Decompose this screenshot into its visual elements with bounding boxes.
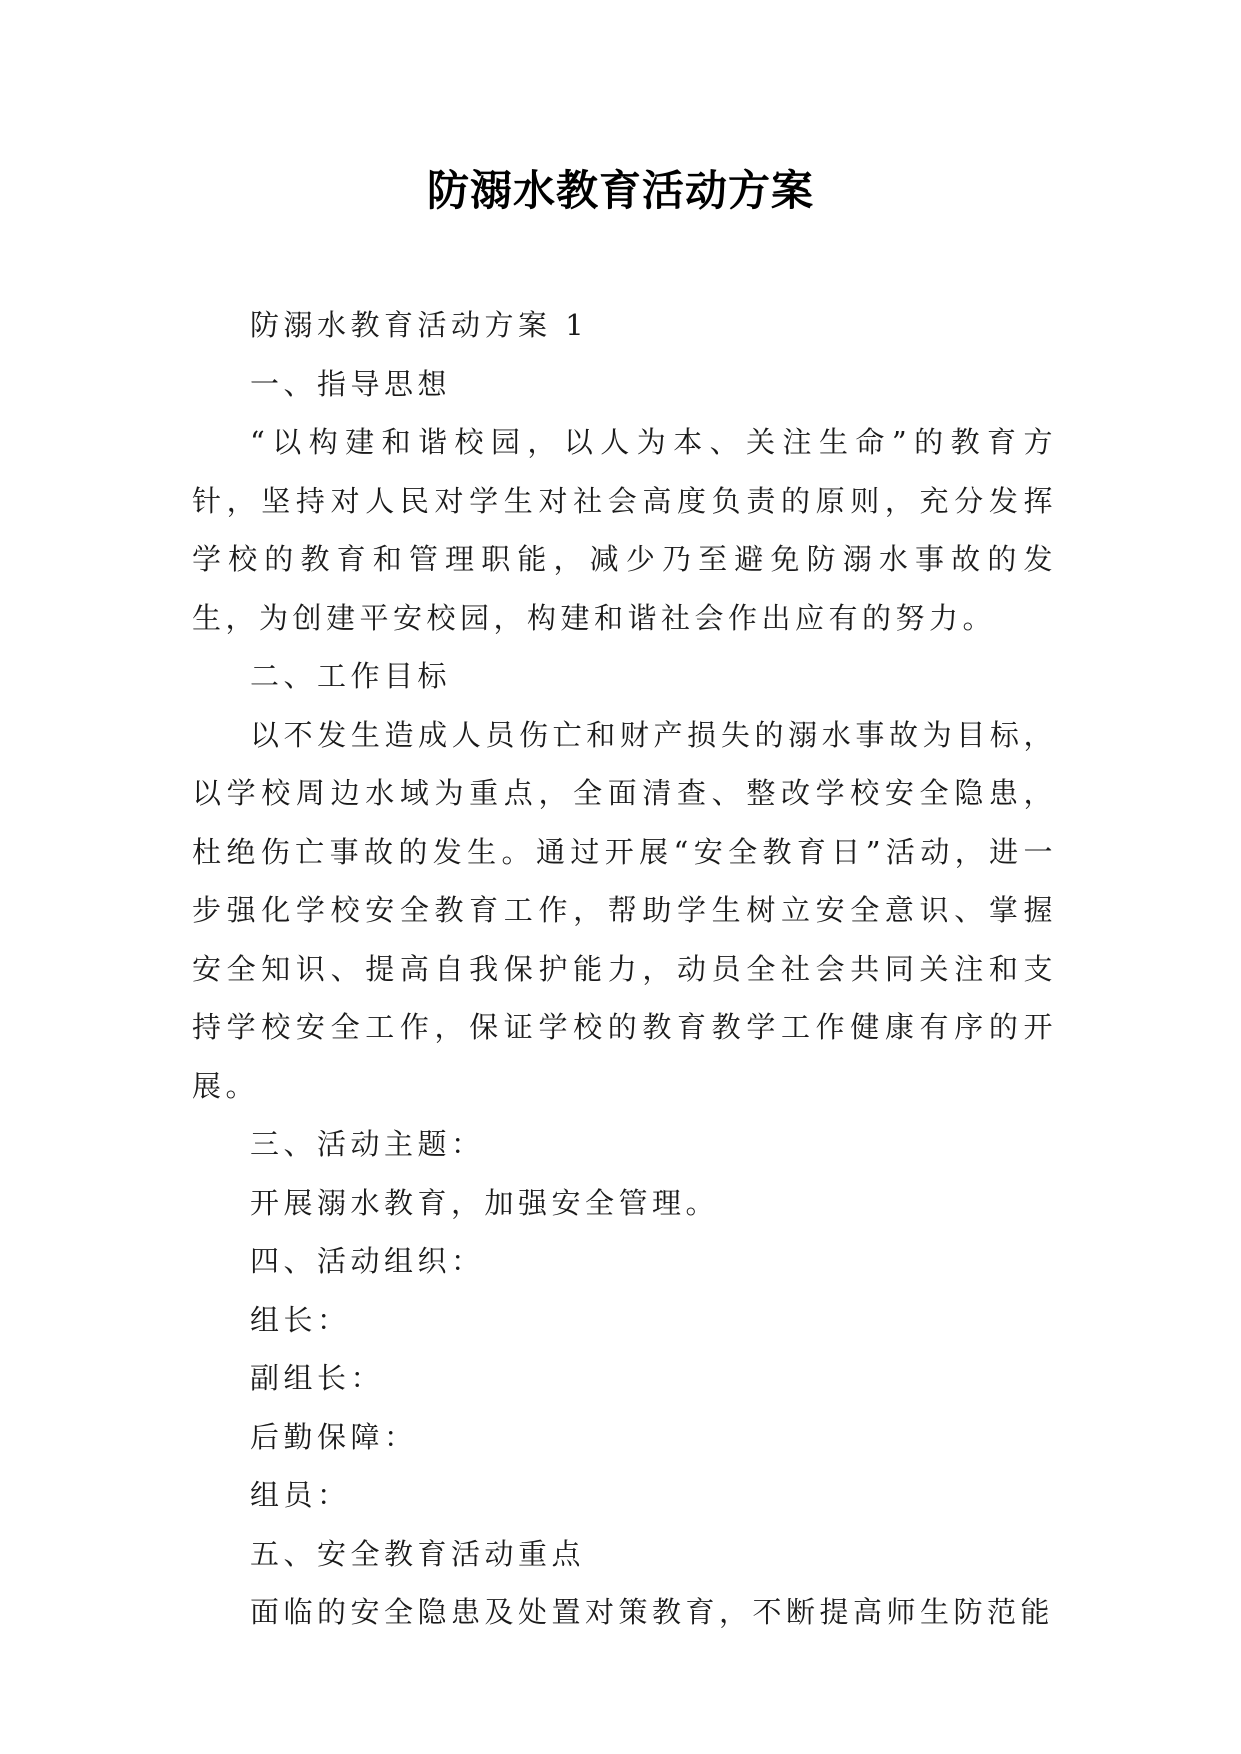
org-item-leader: 组长： — [250, 1302, 351, 1337]
org-item-deputy-leader: 副组长： — [250, 1361, 385, 1395]
document-title: 防溺水教育活动方案 — [426, 166, 814, 215]
section-heading-work-goals: 二、工作目标 — [250, 659, 452, 693]
paragraph-activity-theme: 开展溺水教育，加强安全管理。 — [250, 1185, 720, 1220]
org-item-members: 组员： — [250, 1478, 351, 1512]
paragraph-guiding-ideology: “以构建和谐校园，以人为本、关注生命”的教育方针，坚持对人民对学生对社会高度负责的原则，充分发挥学校的教育和管理职能，减少乃至避免防溺水事故的发生，为创建平安校园，构建和谐社会作出应有的努力。 — [192, 425, 1057, 635]
org-item-logistics: 后勤保障： — [250, 1419, 418, 1454]
subtitle-paragraph: 防溺水教育活动方案 1 — [250, 308, 589, 342]
section-heading-activity-organization: 四、活动组织： — [250, 1244, 485, 1278]
section-heading-education-focus: 五、安全教育活动重点 — [250, 1536, 586, 1571]
paragraph-work-goals: 以不发生造成人员伤亡和财产损失的溺水事故为目标，以学校周边水域为重点，全面清查、整改学校安全隐患，杜绝伤亡事故的发生。通过开展“安全教育日”活动，进一步强化学校安全教育工作，帮助学生树立安全意识、掌握安全知识、提高自我保护能力，动员全社会共同关注和支持学校安全工作，保证学校的教育教学工作健康有序的开展。 — [192, 717, 1057, 1103]
section-heading-activity-theme: 三、活动主题： — [250, 1127, 485, 1161]
section-heading-guiding-ideology: 一、指导思想 — [250, 366, 452, 401]
document-body — [192, 296, 1057, 1642]
paragraph-education-focus: 面临的安全隐患及处置对策教育，不断提高师生防范能 — [250, 1595, 1055, 1629]
